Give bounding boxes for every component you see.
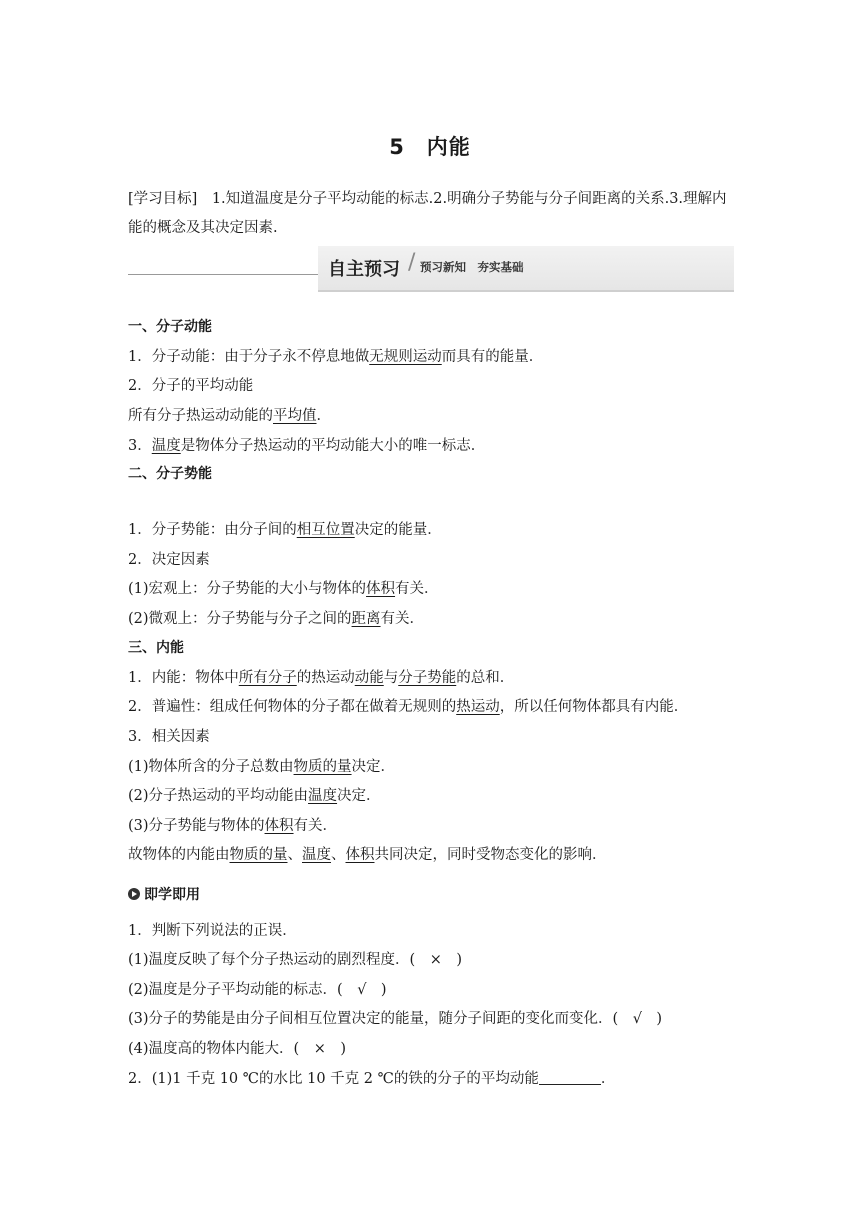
text-line: 1．分子动能：由于分子永不停息地做无规则运动而具有的能量． [128,349,544,365]
answer-underline: 所有分子 [238,670,297,686]
answer-underline: 相互位置 [296,522,355,538]
answer-underline: 体积 [366,581,396,597]
answer-underline: 物质的量 [229,847,288,863]
text-line: 2．普遍性：组成任何物体的分子都在做着无规则的热运动，所以任何物体都具有内能． [128,699,689,715]
text-line: 故物体的内能由物质的量、温度、体积共同决定，同时受物态变化的影响． [128,847,607,863]
answer-underline: 无规则运动 [369,349,442,365]
text-line: 1．内能：物体中所有分子的热运动动能与分子势能的总和． [128,670,515,686]
text-line: 3．相关因素 [128,729,210,745]
question-line: (4)温度高的物体内能大．( × ) [128,1041,347,1057]
answer-blank[interactable] [539,1070,601,1085]
answer-underline: 物质的量 [293,759,352,775]
answer-underline: 温度 [151,438,181,454]
slash-icon: / [408,250,416,275]
text-line: (2)微观上：分子势能与分子之间的距离有关． [128,611,425,627]
section-banner [128,246,734,290]
question-line: (3)分子的势能是由分子间相互位置决定的能量，随分子间距的变化而变化．( √ ) [128,1011,663,1027]
answer-underline: 平均值 [273,408,317,424]
answer-underline: 热运动 [456,699,500,715]
answer-underline: 分子势能 [398,670,457,686]
play-icon [128,888,140,900]
practice-heading: 即学即用 [128,884,200,904]
question-line: (2)温度是分子平均动能的标志．( √ ) [128,982,387,998]
text-line: 3．温度是物体分子热运动的平均动能大小的唯一标志． [128,438,486,454]
section-heading: 三、内能 [128,640,184,656]
answer-underline: 温度 [308,788,338,804]
answer-underline: 体积 [264,818,294,834]
section-heading: 一、分子动能 [128,319,212,335]
question-line: (1)温度反映了每个分子热运动的剧烈程度．( × ) [128,952,463,968]
page-title: 5 内能 [389,135,471,159]
banner-subtitle: 预习新知 夯实基础 [420,260,524,274]
question-line: 2．(1)1 千克 10 ℃的水比 10 千克 2 ℃的铁的分子的平均动能 ． [128,1071,616,1087]
text-line: 所有分子热运动动能的平均值． [128,408,331,424]
answer-underline: 温度 [302,847,331,863]
answer-underline: 动能 [354,670,384,686]
text-line: (1)宏观上：分子势能的大小与物体的体积有关． [128,581,439,597]
section-heading: 二、分子势能 [128,466,212,482]
text-line: (1)物体所含的分子总数由物质的量决定． [128,759,396,775]
banner-rule [128,274,318,275]
text-line: (2)分子热运动的平均动能由温度决定． [128,788,381,804]
text-line: 1．分子势能：由分子间的相互位置决定的能量． [128,522,442,538]
banner-underline [318,290,734,292]
learning-goals: [学习目标] 1.知道温度是分子平均动能的标志.2.明确分子势能与分子间距离的关系.3.理解内能的概念及其决定因素. [128,191,727,236]
answer-underline: 体积 [345,847,375,863]
question-line: 1．判断下列说法的正误． [128,923,297,939]
text-line: 2．决定因素 [128,552,210,568]
text-line: (3)分子势能与物体的体积有关． [128,818,338,834]
banner-title: 自主预习 [328,259,400,280]
answer-underline: 距离 [351,611,381,627]
text-line: 2．分子的平均动能 [128,378,254,394]
